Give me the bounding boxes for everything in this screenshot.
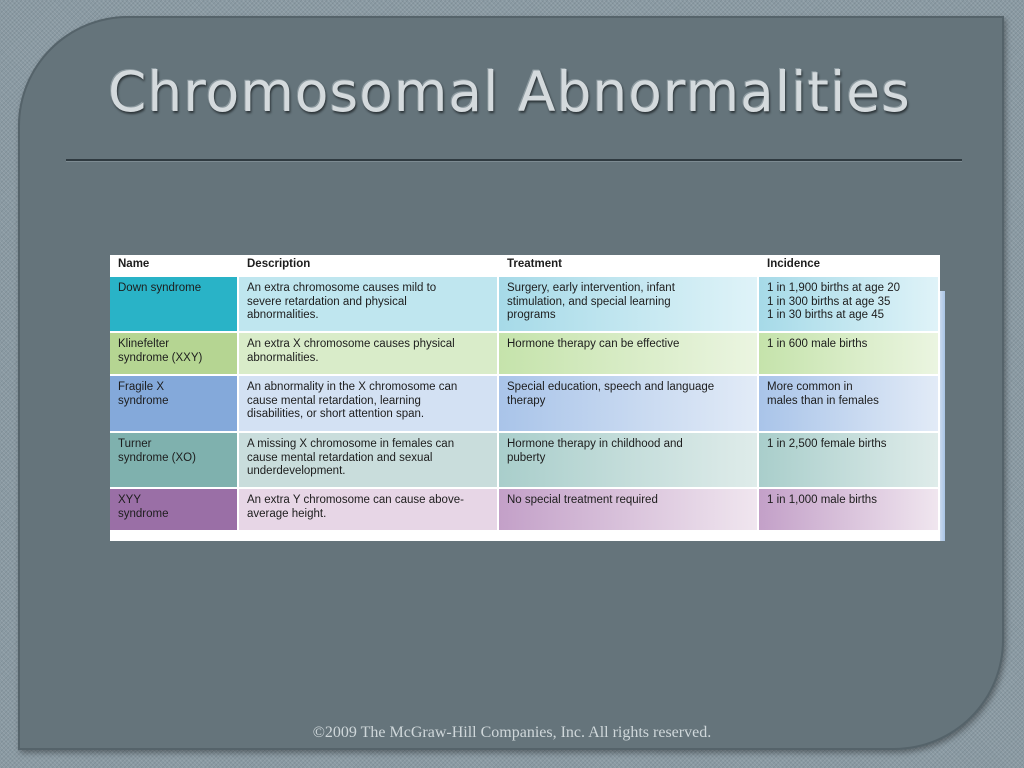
cell-name: Fragile X syndrome [110, 375, 238, 432]
cell-treatment: Surgery, early intervention, infant stimulation, and special learning programs [498, 277, 758, 332]
cell-incidence: 1 in 600 male births [758, 332, 938, 375]
cell-treatment: No special treatment required [498, 488, 758, 531]
abnormalities-table [110, 255, 938, 532]
table-row [110, 375, 938, 432]
cell-incidence: 1 in 1,900 births at age 20 1 in 300 births at age 35 1 in 30 births at age 45 [758, 277, 938, 332]
table-row [110, 277, 938, 332]
title-divider [66, 159, 962, 162]
header-name: Name [118, 258, 150, 270]
cell-incidence: 1 in 2,500 female births [758, 432, 938, 488]
header-description: Description [238, 255, 498, 277]
cell-treatment: Special education, speech and language therapy [498, 375, 758, 432]
cell-name: Down syndrome [110, 277, 238, 332]
cell-description: A missing X chromosome in females can cause mental retardation and sexual underdevelopment. [238, 432, 498, 488]
abnormalities-table-panel [110, 255, 940, 541]
cell-incidence: More common in males than in females [758, 375, 938, 432]
table-row [110, 332, 938, 375]
cell-treatment: Hormone therapy can be effective [498, 332, 758, 375]
cell-name: Klinefelter syndrome (XXY) [110, 332, 238, 375]
slide-panel [18, 16, 1004, 750]
cell-description: An extra Y chromosome can cause above- average height. [238, 488, 498, 531]
copyright-footer: ©2009 The McGraw-Hill Companies, Inc. All rights reserved. [312, 724, 712, 741]
slide-title: Chromosomal Abnormalities [108, 60, 911, 124]
cell-name: Turner syndrome (XO) [110, 432, 238, 488]
table-row [110, 488, 938, 531]
cell-description: An extra chromosome causes mild to severe retardation and physical abnormalities. [238, 277, 498, 332]
cell-incidence: 1 in 1,000 male births [758, 488, 938, 531]
header-treatment: Treatment [498, 255, 758, 277]
table-header-row [110, 255, 938, 277]
cell-name: XYY syndrome [110, 488, 238, 531]
cell-description: An extra X chromosome causes physical abnormalities. [238, 332, 498, 375]
cell-description: An abnormality in the X chromosome can cause mental retardation, learning disabilities, or short attention span. [238, 375, 498, 432]
header-incidence: Incidence [758, 255, 938, 277]
table-row [110, 432, 938, 488]
cell-treatment: Hormone therapy in childhood and puberty [498, 432, 758, 488]
